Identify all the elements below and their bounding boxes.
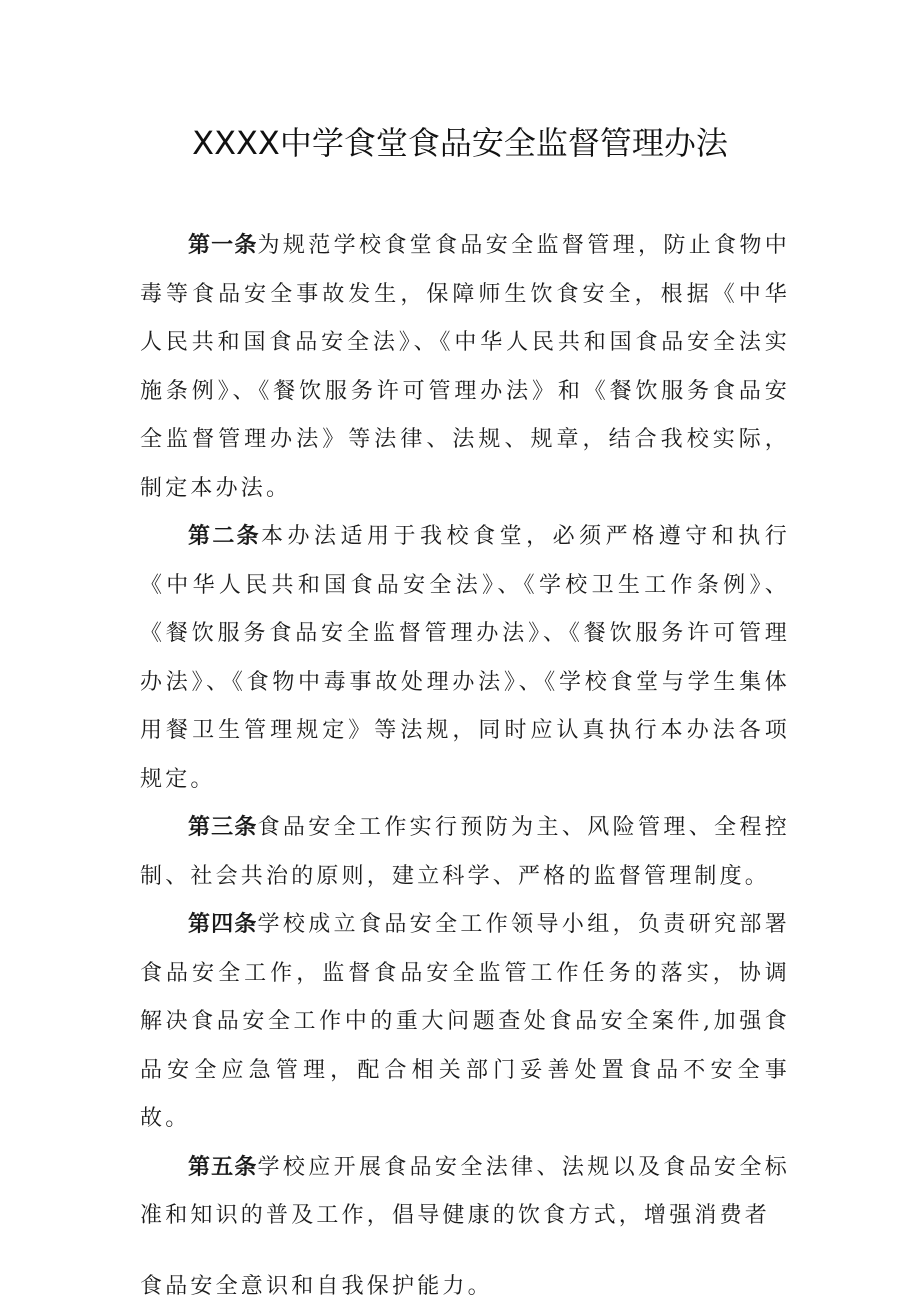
article-4 bbox=[140, 901, 790, 1144]
article-5 bbox=[140, 1144, 790, 1241]
article-text: 学校应开展食品安全法律、法规以及食品安全标准和知识的普及工作，倡导健康的饮食方式，增强消费者 bbox=[140, 1155, 790, 1229]
article-number: 第五条 bbox=[188, 1155, 258, 1180]
document-body bbox=[140, 222, 790, 1311]
article-text: 食品安全工作实行预防为主、风险管理、全程控制、社会共治的原则，建立科学、严格的监督管理制度。 bbox=[140, 815, 790, 889]
article-number: 第四条 bbox=[188, 912, 258, 937]
article-text: 本办法适用于我校食堂，必须严格遵守和执行《中华人民共和国食品安全法》、《学校卫生工作条例》、《餐饮服务食品安全监督管理办法》、《餐饮服务许可管理办法》、《食物中毒事故处理办法》、《学校食堂与学生集体用餐卫生管理规定》等法规，同时应认真执行本办法各项规定。 bbox=[140, 524, 790, 792]
article-number: 第二条 bbox=[188, 524, 261, 549]
article-5-continuation: 食品安全意识和自我保护能力。 bbox=[140, 1263, 790, 1311]
article-text: 学校成立食品安全工作领导小组，负责研究部署食品安全工作，监督食品安全监管工作任务的落实，协调解决食品安全工作中的重大问题查处食品安全案件,加强食品安全应急管理，配合相关部门妥善处置食品不安全事故。 bbox=[140, 912, 790, 1131]
article-2 bbox=[140, 513, 790, 804]
article-text: 为规范学校食堂食品安全监督管理，防止食物中毒等食品安全事故发生，保障师生饮食安全，根据《中华人民共和国食品安全法》、《中华人民共和国食品安全法实施条例》、《餐饮服务许可管理办法》和《餐饮服务食品安全监督管理办法》等法律、法规、规章，结合我校实际，制定本办法。 bbox=[140, 233, 790, 501]
article-3 bbox=[140, 804, 790, 901]
page-title: XXXX中学食堂食品安全监督管理办法 bbox=[0, 118, 920, 164]
article-1 bbox=[140, 222, 790, 513]
article-number: 第三条 bbox=[188, 815, 258, 840]
article-number: 第一条 bbox=[188, 233, 258, 258]
